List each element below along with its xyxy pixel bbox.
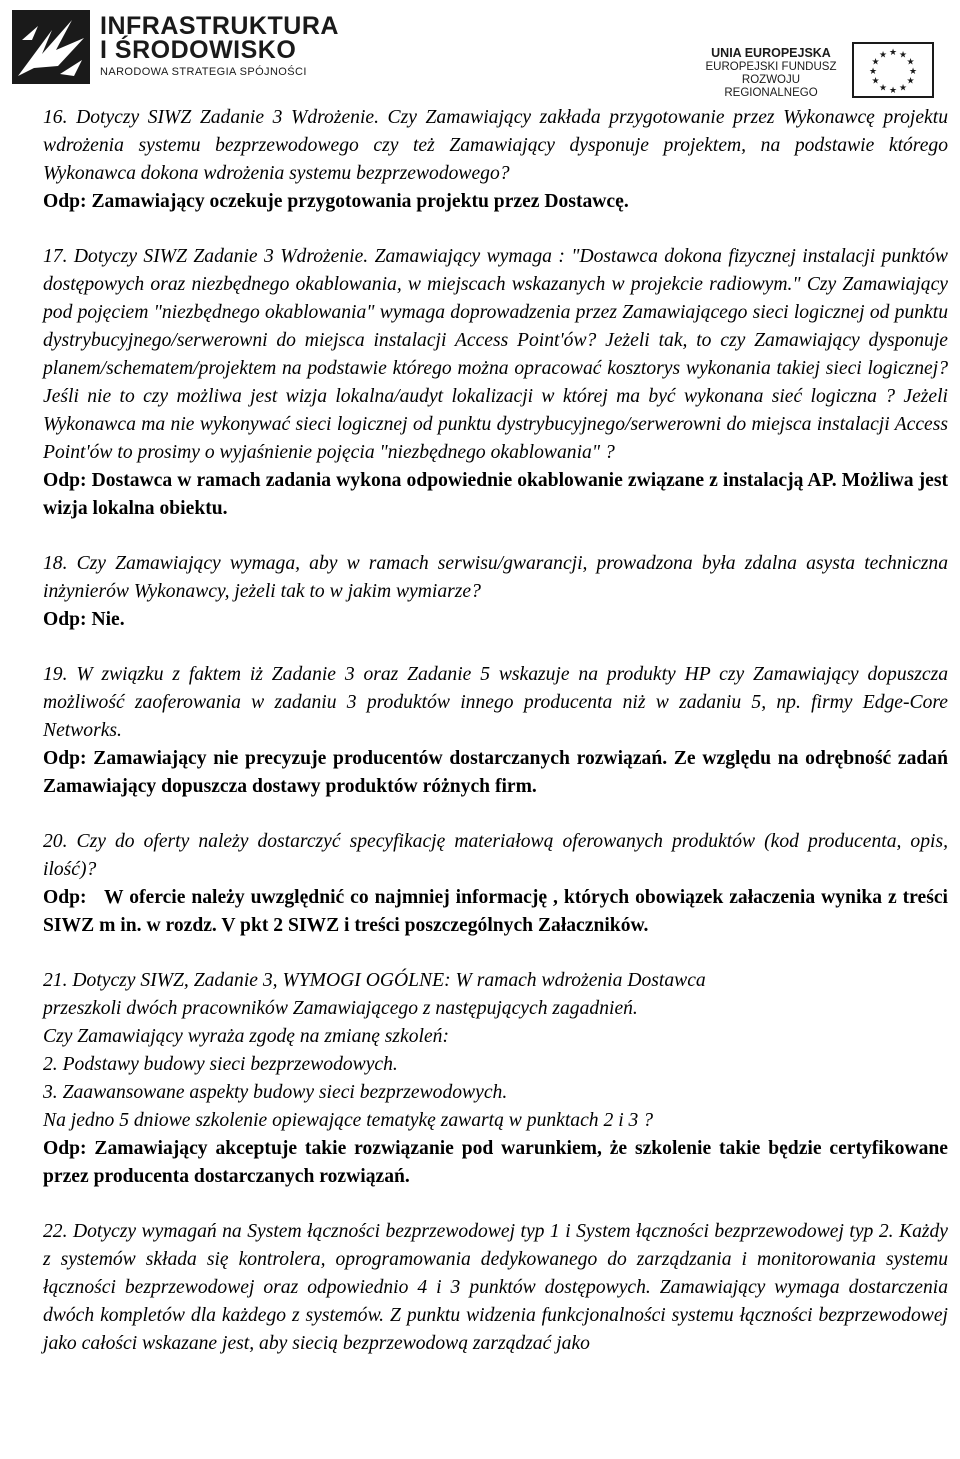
svg-text:★: ★ bbox=[908, 67, 918, 77]
question-text: 22. Dotyczy wymagań na System łączności bezprzewodowej typ 1 i System łączności bezprzewodowej typ 2. Każdy z systemów składa się kontrolera, oprogramowania dedykowanego do zarządzania i monitorowania systemu łączności bezprzewodowej oraz odpowiednio 4 i 3 punktów dostępowych. Zamawiający wymaga dostarczenia dwóch kompletów dla każdego z systemów. Z punktu widzenia funkcjonalności systemu łączności bezprzewodowej jako całości wskazane jest, aby siecią bezprzewodową zarządzać jako bbox=[43, 1221, 948, 1354]
svg-text:★: ★ bbox=[906, 76, 915, 87]
svg-text:★: ★ bbox=[871, 57, 880, 68]
answer-text: Odp: Zamawiający oczekuje przygotowania projektu przez Dostawcę. bbox=[43, 191, 629, 212]
eu-logo-line3: ROZWOJU REGIONALNEGO bbox=[724, 74, 818, 99]
svg-text:★: ★ bbox=[906, 57, 915, 68]
eu-logo-line1: UNIA EUROPEJSKA bbox=[711, 46, 831, 60]
document-body bbox=[43, 104, 953, 1385]
svg-text:★: ★ bbox=[898, 83, 908, 94]
question-line: przeszkoli dwóch pracowników Zamawiającego z następujących zagadnień. bbox=[43, 998, 638, 1019]
question-text: 18. Czy Zamawiający wymaga, aby w ramach serwisu/gwarancji, prowadzona była zdalna asysta techniczna inżynierów Wykonawcy, jeżeli tak to w jakim wymiarze? bbox=[43, 553, 948, 602]
question-line: 21. Dotyczy SIWZ, Zadanie 3, WYMOGI OGÓLNE: W ramach wdrożenia Dostawca bbox=[43, 970, 706, 991]
question-text: 17. Dotyczy SIWZ Zadanie 3 Wdrożenie. Zamawiający wymaga : "Dostawca dokona fizycznej instalacji punktów dostępowych oraz niezbędnego okablowania, w miejscach wskazanych w projekcie radiowym." Czy Zamawiający pod pojęciem "niezbędnego okablowania" wymaga doprowadzenia przez Zamawiającego sieci logicznej od punktu dystrybucyjnego/serwerowni do miejsca instalacji Access Point'ów? Jeżeli tak, to czy Zamawiający dysponuje planem/schematem/projektem na podstawie którego można opracować kosztorys wykonania takiej sieci logicznej? Jeśli nie to czy możliwa jest wizja lokalna/audyt lokalizacji w której ma być wykonana sieć logiczna ? Jeżeli Wykonawca ma nie wykonywać sieci logicznej od punktu dystrybucyjnego/serwerowni do miejsca instalacji Access Point'ów to prosimy o wyjaśnienie pojęcia "niezbędnego okablowania" ? bbox=[43, 246, 948, 463]
page-header bbox=[0, 0, 960, 100]
logo-title-line1: INFRASTRUKTURA bbox=[100, 12, 339, 40]
swallows-logo-icon bbox=[12, 10, 90, 84]
question-21 bbox=[43, 967, 948, 1191]
question-line: 2. Podstawy budowy sieci bezprzewodowych. bbox=[43, 1054, 398, 1075]
question-text: 19. W związku z faktem iż Zadanie 3 oraz Zadanie 5 wskazuje na produkty HP czy Zamawiający dopuszcza możliwość zaoferowania w zadaniu 3 produktów innego producenta niż w zadaniu 5, np. firmy Edge-Core Networks. bbox=[43, 664, 948, 741]
question-17 bbox=[43, 243, 948, 523]
logo-title-line2: I ŚRODOWISKO bbox=[100, 36, 297, 64]
svg-text:★: ★ bbox=[898, 50, 908, 61]
question-line: Na jedno 5 dniowe szkolenie opiewające tematykę zawartą w punktach 2 i 3 ? bbox=[43, 1110, 654, 1131]
answer-text: Odp: Zamawiający akceptuje takie rozwiązanie pod warunkiem, że szkolenie takie będzie certyfikowane przez producenta dostarczanych rozwiązań. bbox=[43, 1138, 948, 1187]
question-line: Czy Zamawiający wyraża zgodę na zmianę szkoleń: bbox=[43, 1026, 449, 1047]
question-19 bbox=[43, 661, 948, 801]
eu-flag-icon bbox=[852, 42, 934, 98]
question-18 bbox=[43, 550, 948, 634]
answer-text: Odp: Dostawca w ramach zadania wykona odpowiednie okablowanie związane z instalacją AP. Możliwa jest wizja lokalna obiektu. bbox=[43, 470, 948, 519]
answer-text: Odp: Zamawiający nie precyzuje producentów dostarczanych rozwiązań. Ze względu na odrębność zadań Zamawiający dopuszcza dostawy produktów różnych firm. bbox=[43, 748, 948, 797]
question-line: 3. Zaawansowane aspekty budowy sieci bezprzewodowych. bbox=[43, 1082, 508, 1103]
svg-text:★: ★ bbox=[868, 67, 878, 77]
answer-text: Odp: W ofercie należy uwzględnić co najmniej informację , których obowiązek załaczenia wynika z treści SIWZ m in. w rozdz. V pkt 2 SIWZ i treści poszczególnych Załaczników. bbox=[43, 887, 953, 936]
svg-text:★: ★ bbox=[871, 76, 880, 87]
eu-fund-logo bbox=[700, 44, 950, 100]
question-16 bbox=[43, 104, 948, 216]
svg-text:★: ★ bbox=[878, 83, 888, 94]
question-20 bbox=[43, 828, 953, 940]
eu-logo-line2: EUROPEJSKI FUNDUSZ bbox=[705, 61, 837, 73]
question-22 bbox=[43, 1218, 948, 1358]
answer-text: Odp: Nie. bbox=[43, 609, 125, 630]
infrastruktura-srodowisko-logo bbox=[12, 8, 342, 88]
svg-text:★: ★ bbox=[888, 48, 898, 58]
question-text bbox=[43, 967, 948, 1135]
svg-text:★: ★ bbox=[878, 50, 888, 61]
question-text: 16. Dotyczy SIWZ Zadanie 3 Wdrożenie. Czy Zamawiający zakłada przygotowanie przez Wykonawcę projektu wdrożenia systemu bezprzewodowego czy też Zamawiający dysponuje projektem, na podstawie którego Wykonawca dokona wdrożenia systemu bezprzewodowego? bbox=[43, 107, 948, 184]
logo-subtitle: NARODOWA STRATEGIA SPÓJNOŚCI bbox=[100, 66, 307, 78]
svg-text:★: ★ bbox=[888, 86, 898, 96]
question-text: 20. Czy do oferty należy dostarczyć specyfikację materiałową oferowanych produktów (kod producenta, opis, ilość)? bbox=[43, 831, 948, 880]
